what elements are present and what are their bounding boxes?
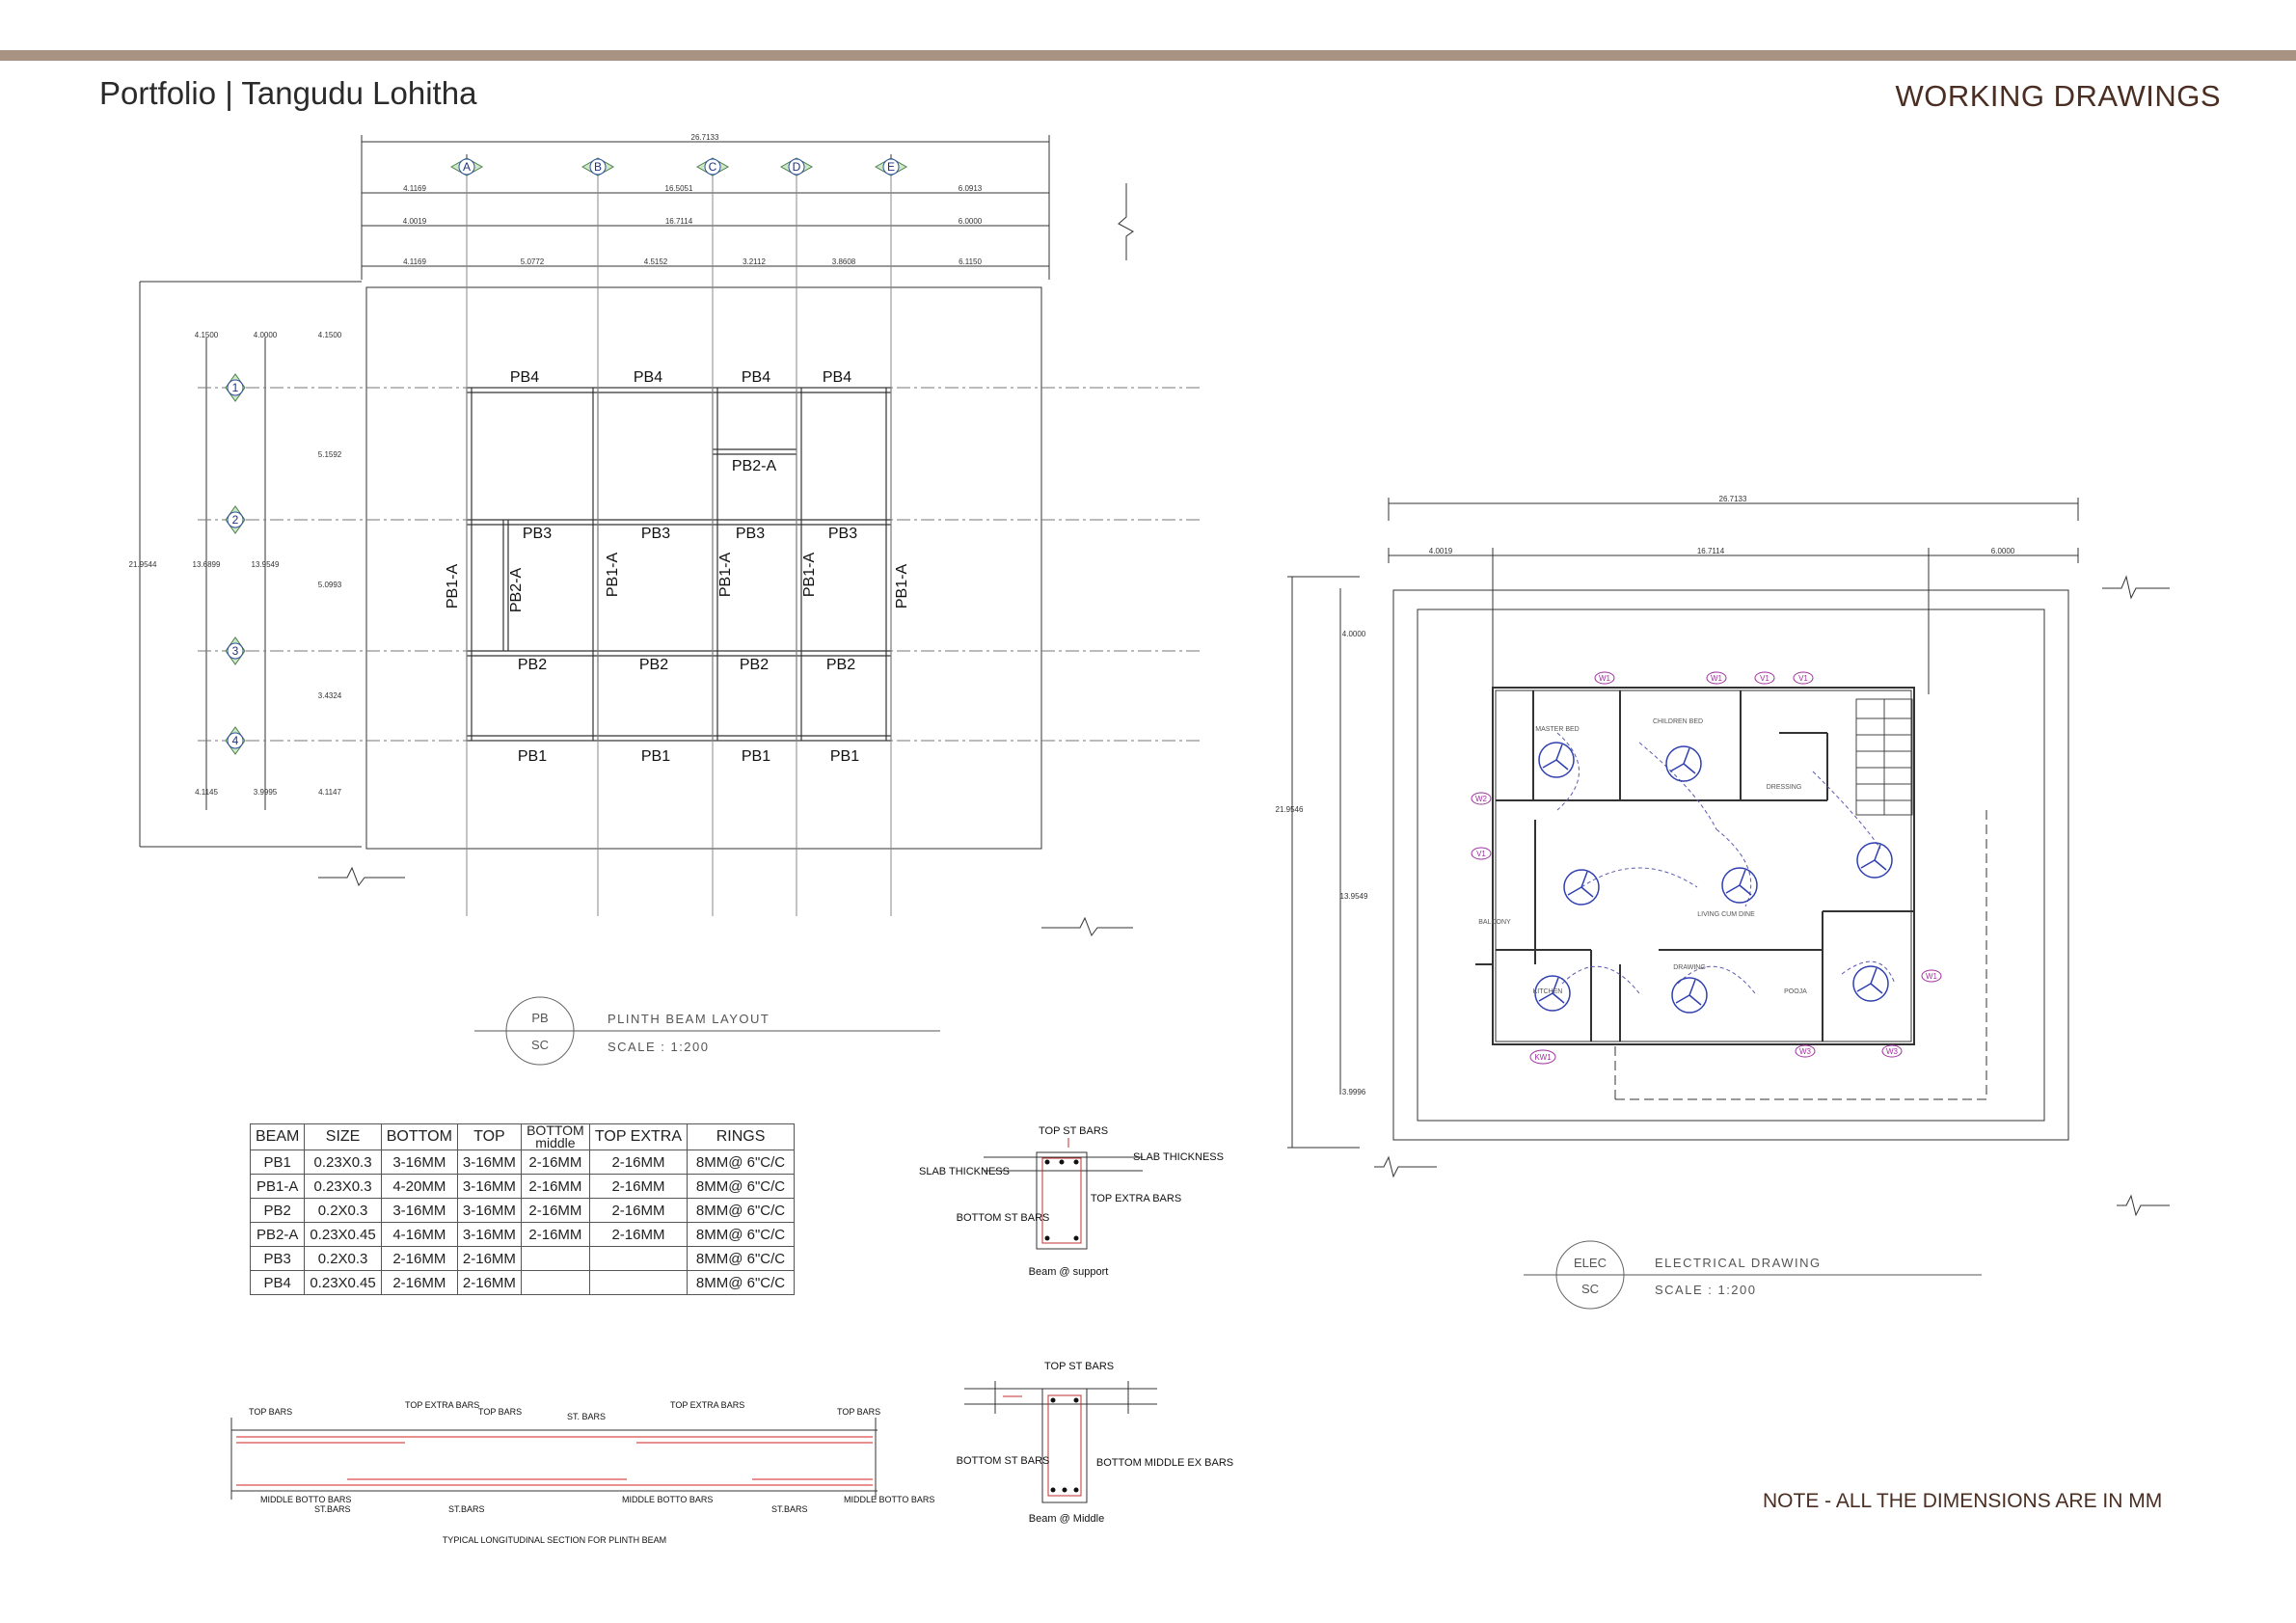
- grid-column-bubbles: [451, 158, 906, 176]
- electrical-title-block: [1524, 1241, 1982, 1309]
- svg-text:4.1147: 4.1147: [318, 788, 341, 797]
- grid-bubble: [226, 374, 245, 401]
- svg-text:4.1169: 4.1169: [403, 257, 426, 266]
- beam-schedule-table: [250, 1123, 795, 1295]
- svg-text:16.7114: 16.7114: [1696, 547, 1725, 555]
- svg-text:4: 4: [231, 734, 239, 747]
- plinth-dimensions: [129, 133, 983, 797]
- plinth-title-block: [474, 997, 940, 1065]
- svg-text:4.1500: 4.1500: [194, 331, 219, 339]
- svg-text:4.0019: 4.0019: [402, 217, 427, 226]
- svg-text:13.9549: 13.9549: [1339, 892, 1368, 901]
- svg-text:BALCONY: BALCONY: [1478, 919, 1511, 926]
- svg-text:21.9546: 21.9546: [1275, 805, 1304, 814]
- svg-text:3.9996: 3.9996: [1341, 1088, 1366, 1096]
- longitudinal-section: [231, 1400, 934, 1545]
- fan-icon: [1672, 978, 1707, 1013]
- svg-text:PLINTH BEAM LAYOUT: PLINTH BEAM LAYOUT: [608, 1012, 770, 1026]
- cell: 8MM@ 6"C/C: [688, 1150, 795, 1175]
- cell: 0.23X0.45: [305, 1223, 381, 1247]
- dimensions-note: NOTE - ALL THE DIMENSIONS ARE IN MM: [1763, 1490, 2163, 1512]
- svg-text:LIVING CUM DINE: LIVING CUM DINE: [1697, 911, 1755, 918]
- svg-text:PB: PB: [531, 1011, 549, 1025]
- grid-bubble: [582, 158, 613, 176]
- cell: 3-16MM: [381, 1150, 457, 1175]
- beam-label: PB1: [741, 748, 771, 765]
- svg-text:W1: W1: [1711, 674, 1722, 683]
- svg-text:4.1145: 4.1145: [195, 788, 218, 797]
- svg-text:5.0993: 5.0993: [317, 581, 342, 589]
- grid-row-bubbles: [226, 374, 245, 754]
- beam-label: PB2-A: [508, 567, 525, 613]
- grid-bubble: [226, 506, 245, 533]
- svg-text:26.7133: 26.7133: [690, 133, 719, 142]
- table-header-row: [251, 1124, 795, 1150]
- tag: [1472, 793, 1491, 804]
- table-row: [251, 1175, 795, 1199]
- cell: 2-16MM: [381, 1247, 457, 1271]
- cell: 0.2X0.3: [305, 1247, 381, 1271]
- col-header: TOP: [457, 1124, 521, 1150]
- cell: 2-16MM: [589, 1223, 687, 1247]
- fan-icon: [1857, 843, 1892, 878]
- tag: [1882, 1045, 1902, 1057]
- beam-label: PB1: [640, 748, 671, 765]
- ceiling-fans: [1532, 743, 1892, 1013]
- svg-text:TOP EXTRA BARS: TOP EXTRA BARS: [405, 1400, 480, 1410]
- svg-text:DRESSING: DRESSING: [1766, 784, 1802, 791]
- svg-text:BOTTOM ST BARS: BOTTOM ST BARS: [956, 1455, 1050, 1467]
- svg-text:4.1169: 4.1169: [403, 184, 426, 193]
- cell: 2-16MM: [457, 1271, 521, 1295]
- grid-bubble: [876, 158, 906, 176]
- fan-icon: [1539, 743, 1574, 777]
- svg-text:4.0019: 4.0019: [1428, 547, 1453, 555]
- table-row: [251, 1199, 795, 1223]
- beam-label: PB1: [829, 748, 860, 765]
- svg-text:V1: V1: [1798, 674, 1808, 683]
- cell: 2-16MM: [381, 1271, 457, 1295]
- svg-text:Beam @ support: Beam @ support: [1028, 1266, 1109, 1278]
- beam-label: PB2-A: [731, 458, 777, 474]
- svg-text:6.0000: 6.0000: [958, 217, 983, 226]
- grid-bubble: [226, 637, 245, 664]
- svg-text:ST.BARS: ST.BARS: [771, 1504, 808, 1514]
- svg-text:13.9549: 13.9549: [251, 560, 280, 569]
- svg-text:6.0913: 6.0913: [958, 184, 983, 193]
- cell: [589, 1271, 687, 1295]
- grid-bubble: [697, 158, 728, 176]
- beam-label: PB4: [509, 369, 540, 386]
- svg-text:D: D: [792, 160, 801, 174]
- svg-text:SC: SC: [530, 1038, 550, 1052]
- svg-text:TOP EXTRA BARS: TOP EXTRA BARS: [1090, 1193, 1182, 1204]
- cell: 3-16MM: [457, 1150, 521, 1175]
- beam-label: PB2: [638, 657, 669, 673]
- cell: 0.23X0.45: [305, 1271, 381, 1295]
- cell: 4-16MM: [381, 1223, 457, 1247]
- svg-text:KW1: KW1: [1534, 1053, 1552, 1062]
- col-header: SIZE: [305, 1124, 381, 1150]
- cell: [521, 1247, 589, 1271]
- cell: PB2-A: [251, 1223, 305, 1247]
- tag: [1796, 1045, 1815, 1057]
- beam-label: PB3: [827, 526, 858, 542]
- svg-text:MIDDLE BOTTO BARS: MIDDLE BOTTO BARS: [622, 1495, 714, 1504]
- cell: 2-16MM: [589, 1175, 687, 1199]
- cell: 0.2X0.3: [305, 1199, 381, 1223]
- svg-text:3.9995: 3.9995: [253, 788, 278, 797]
- svg-text:Beam @ Middle: Beam @ Middle: [1028, 1513, 1105, 1525]
- grid-bubble: [781, 158, 812, 176]
- svg-text:C: C: [708, 160, 717, 174]
- table-row: [251, 1150, 795, 1175]
- room-labels: [1478, 718, 1807, 995]
- svg-text:TYPICAL LONGITUDINAL SECTION F: TYPICAL LONGITUDINAL SECTION FOR PLINTH BEAM: [442, 1535, 667, 1545]
- svg-text:3: 3: [231, 644, 239, 658]
- svg-text:TOP BARS: TOP BARS: [249, 1407, 293, 1417]
- fan-icon: [1722, 868, 1757, 903]
- svg-text:3.8608: 3.8608: [831, 257, 856, 266]
- beam-label: PB4: [633, 369, 663, 386]
- cell: PB3: [251, 1247, 305, 1271]
- svg-text:4.0000: 4.0000: [1341, 630, 1366, 638]
- sheet-title: WORKING DRAWINGS: [1895, 79, 2221, 113]
- beam-label: PB1-A: [445, 563, 461, 609]
- svg-text:W1: W1: [1599, 674, 1610, 683]
- svg-text:16.5051: 16.5051: [664, 184, 693, 193]
- svg-text:MASTER BED: MASTER BED: [1535, 726, 1580, 733]
- svg-text:SLAB THICKNESS: SLAB THICKNESS: [1133, 1151, 1224, 1163]
- svg-text:SC: SC: [1580, 1282, 1600, 1296]
- cell: 0.23X0.3: [305, 1150, 381, 1175]
- svg-text:BOTTOM MIDDLE EX BARS: BOTTOM MIDDLE EX BARS: [1095, 1457, 1234, 1469]
- cell: 2-16MM: [521, 1199, 589, 1223]
- beam-label: PB1-A: [894, 563, 910, 609]
- cell: 4-20MM: [381, 1175, 457, 1199]
- beam-label: PB2: [825, 657, 856, 673]
- tag: [1707, 672, 1726, 684]
- beam-label: PB3: [735, 526, 766, 542]
- svg-text:3.4324: 3.4324: [317, 691, 342, 700]
- svg-text:TOP ST BARS: TOP ST BARS: [1039, 1125, 1109, 1137]
- section-support: [919, 1125, 1224, 1278]
- svg-text:4.0000: 4.0000: [253, 331, 278, 339]
- tag: [1530, 1050, 1555, 1064]
- svg-text:ST.BARS: ST.BARS: [314, 1504, 351, 1514]
- fan-icon: [1853, 966, 1888, 1001]
- svg-text:SLAB THICKNESS: SLAB THICKNESS: [919, 1166, 1010, 1177]
- cell: 3-16MM: [381, 1199, 457, 1223]
- cell: PB1: [251, 1150, 305, 1175]
- fan-icon: [1564, 870, 1599, 905]
- svg-text:5.1592: 5.1592: [317, 450, 342, 459]
- cell: 8MM@ 6"C/C: [688, 1271, 795, 1295]
- svg-text:W2: W2: [1475, 795, 1487, 803]
- beam-label: PB2: [517, 657, 548, 673]
- cell: 2-16MM: [589, 1199, 687, 1223]
- cell: 3-16MM: [457, 1199, 521, 1223]
- svg-text:W1: W1: [1926, 972, 1937, 981]
- cell: 8MM@ 6"C/C: [688, 1175, 795, 1199]
- portfolio-title: Portfolio | Tangudu Lohitha: [99, 75, 477, 111]
- cell: PB4: [251, 1271, 305, 1295]
- col-header: BOTTOM middle: [521, 1124, 589, 1150]
- beam-label: PB3: [522, 526, 553, 542]
- svg-text:SCALE : 1:200: SCALE : 1:200: [608, 1040, 710, 1054]
- svg-text:V1: V1: [1760, 674, 1769, 683]
- svg-text:ST.BARS: ST.BARS: [448, 1504, 485, 1514]
- cell: 8MM@ 6"C/C: [688, 1223, 795, 1247]
- tag: [1595, 672, 1614, 684]
- beam-label: PB1: [517, 748, 548, 765]
- svg-text:A: A: [462, 160, 472, 174]
- cell: 8MM@ 6"C/C: [688, 1247, 795, 1271]
- svg-text:V1: V1: [1476, 850, 1486, 858]
- svg-text:ELEC: ELEC: [1574, 1256, 1607, 1270]
- table-row: [251, 1223, 795, 1247]
- svg-text:TOP ST BARS: TOP ST BARS: [1044, 1361, 1115, 1372]
- svg-text:26.7133: 26.7133: [1718, 495, 1747, 503]
- grid-bubble: [226, 727, 245, 754]
- svg-text:1: 1: [231, 381, 239, 394]
- cell: [589, 1247, 687, 1271]
- tag: [1472, 848, 1491, 859]
- svg-text:TOP BARS: TOP BARS: [837, 1407, 881, 1417]
- electrical-dimensions: [1276, 495, 2015, 1096]
- svg-text:5.0772: 5.0772: [520, 257, 545, 266]
- tag: [1794, 672, 1813, 684]
- tag: [1755, 672, 1774, 684]
- cell: 2-16MM: [457, 1247, 521, 1271]
- svg-text:4.5152: 4.5152: [643, 257, 668, 266]
- col-header: RINGS: [688, 1124, 795, 1150]
- svg-text:DRAWING: DRAWING: [1673, 964, 1706, 971]
- beam-label: PB4: [822, 369, 852, 386]
- beam-label: PB4: [741, 369, 771, 386]
- svg-text:4.1500: 4.1500: [317, 331, 342, 339]
- svg-text:ELECTRICAL DRAWING: ELECTRICAL DRAWING: [1655, 1256, 1822, 1270]
- svg-text:MIDDLE BOTTO BARS: MIDDLE BOTTO BARS: [844, 1495, 935, 1504]
- tag: [1922, 970, 1941, 982]
- table-row: [251, 1271, 795, 1295]
- svg-text:2: 2: [231, 513, 239, 527]
- svg-text:CHILDREN BED: CHILDREN BED: [1652, 718, 1704, 725]
- svg-text:21.9544: 21.9544: [128, 560, 157, 569]
- beam-label: PB3: [640, 526, 671, 542]
- col-header: BOTTOM: [381, 1124, 457, 1150]
- cell: 2-16MM: [521, 1175, 589, 1199]
- svg-text:KITCHEN: KITCHEN: [1532, 988, 1563, 995]
- cell: [521, 1271, 589, 1295]
- cell: 3-16MM: [457, 1175, 521, 1199]
- electrical-drawing: [1287, 498, 2170, 1215]
- svg-text:B: B: [593, 160, 603, 174]
- svg-text:E: E: [886, 160, 896, 174]
- cell: 3-16MM: [457, 1223, 521, 1247]
- beam-label: PB1-A: [605, 552, 621, 598]
- beam-label: PB1-A: [717, 552, 734, 598]
- cell: PB2: [251, 1199, 305, 1223]
- svg-text:POOJA: POOJA: [1784, 988, 1807, 995]
- svg-text:TOP BARS: TOP BARS: [478, 1407, 523, 1417]
- svg-text:16.7114: 16.7114: [664, 217, 693, 226]
- svg-text:6.0000: 6.0000: [1990, 547, 2015, 555]
- cell: PB1-A: [251, 1175, 305, 1199]
- svg-text:3.2112: 3.2112: [743, 257, 766, 266]
- svg-text:SCALE : 1:200: SCALE : 1:200: [1655, 1283, 1757, 1297]
- svg-text:TOP EXTRA BARS: TOP EXTRA BARS: [670, 1400, 745, 1410]
- beam-label: PB1-A: [801, 552, 818, 598]
- cell: 8MM@ 6"C/C: [688, 1199, 795, 1223]
- svg-text:W3: W3: [1886, 1047, 1898, 1056]
- svg-text:MIDDLE BOTTO BARS: MIDDLE BOTTO BARS: [260, 1495, 352, 1504]
- grid-bubble: [451, 158, 482, 176]
- col-header: TOP EXTRA: [589, 1124, 687, 1150]
- cell: 0.23X0.3: [305, 1175, 381, 1199]
- svg-text:W3: W3: [1799, 1047, 1811, 1056]
- fan-icon: [1666, 746, 1701, 781]
- svg-text:13.6899: 13.6899: [192, 560, 221, 569]
- beam-label: PB2: [739, 657, 770, 673]
- section-middle: [957, 1361, 1234, 1525]
- svg-text:6.1150: 6.1150: [959, 257, 982, 266]
- svg-text:ST. BARS: ST. BARS: [567, 1412, 607, 1421]
- cell: 2-16MM: [589, 1150, 687, 1175]
- col-header: BEAM: [251, 1124, 305, 1150]
- beam-labels: [445, 369, 910, 765]
- cell: 2-16MM: [521, 1223, 589, 1247]
- cell: 2-16MM: [521, 1150, 589, 1175]
- table-row: [251, 1247, 795, 1271]
- svg-text:BOTTOM ST BARS: BOTTOM ST BARS: [956, 1212, 1050, 1224]
